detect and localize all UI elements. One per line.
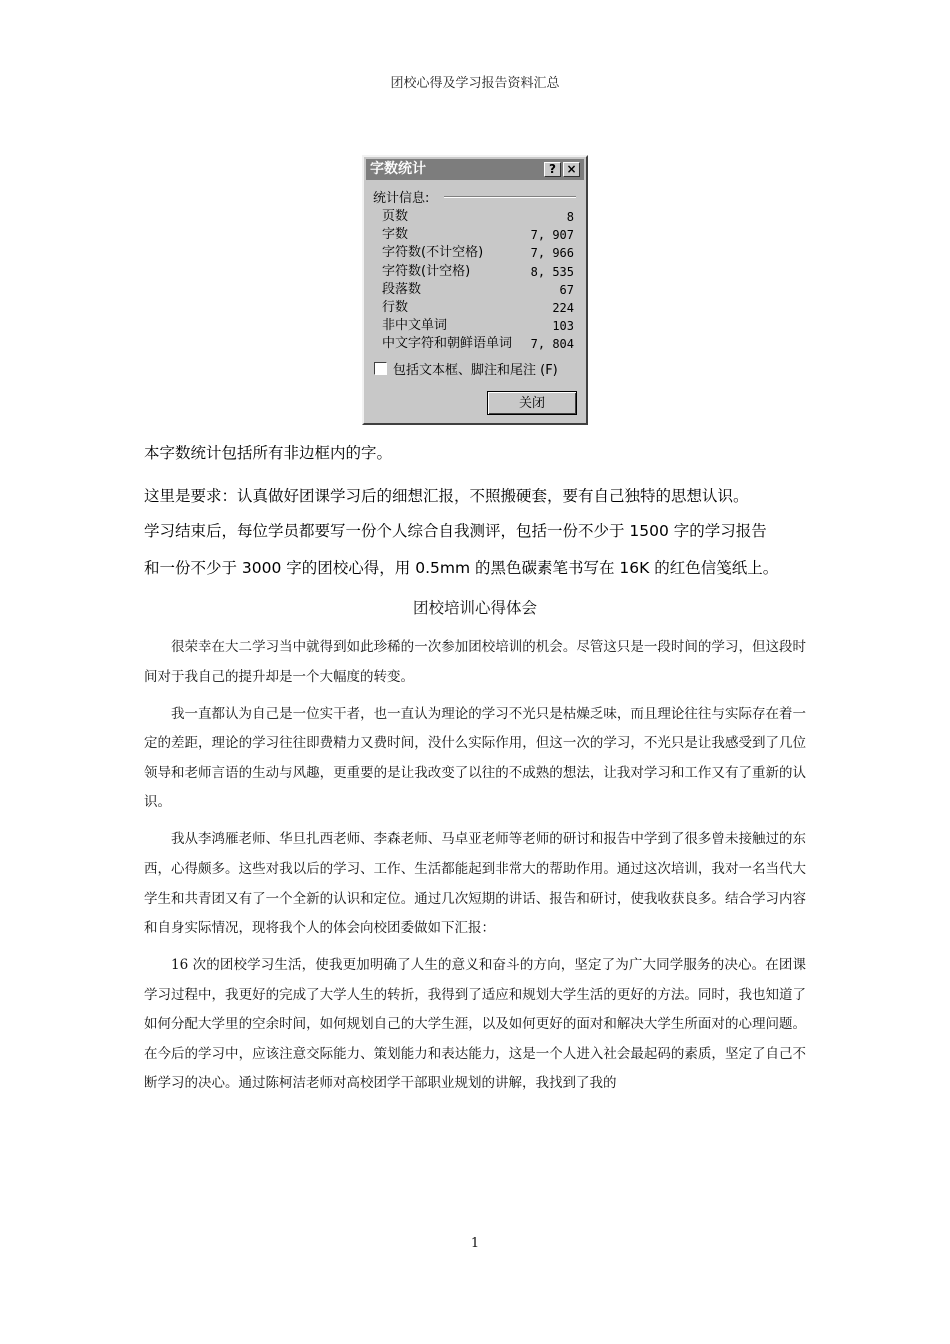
- stat-label: 字符数(不计空格): [382, 245, 484, 261]
- note-line-3: 学习结束后，每位学员都要写一份个人综合自我测评，包括一份不少于 1500 字的学习报告: [144, 522, 767, 540]
- stat-row-lines: [382, 299, 574, 317]
- dialog-titlebar: [366, 159, 584, 180]
- stats-group-label: 统计信息:: [373, 187, 433, 206]
- stat-label: 非中文单词: [382, 318, 448, 334]
- stat-value: 224: [552, 300, 574, 315]
- checkbox-label: 包括文本框、脚注和尾注 (F): [393, 363, 558, 378]
- stat-row-non-chinese-words: [382, 317, 574, 335]
- stat-value: 67: [559, 282, 574, 297]
- stat-label: 行数: [382, 299, 409, 315]
- stat-label: 字数: [382, 227, 409, 243]
- paragraph: 我从李鸿雁老师、华旦扎西老师、李森老师、马卓亚老师等老师的研讨和报告中学到了很多曾未接触过的东西，心得颇多。这些对我以后的学习、工作、生活都能起到非常大的帮助作用。通过这次培训，我对一名当代大学生和共青团又有了一个全新的认识和定位。通过几次短期的讲话、报告和研讨，使我收获良多。结合学习内容和自身实际情况，现将我个人的体会向校团委做如下汇报：: [144, 831, 806, 937]
- paragraph: 16 次的团校学习生活，使我更加明确了人生的意义和奋斗的方向，坚定了为广大同学服务的决心。在团课学习过程中，我更好的完成了大学人生的转折，我得到了适应和规划大学生活的更好的方法。同时，我也知道了如何分配大学里的空余时间，如何规划自己的大学生涯，以及如何更好的面对和解决大学生所面对的心理问题。在今后的学习中，应该注意交际能力、策划能力和表达能力，这是一个人进入社会最起码的素质，坚定了自己不断学习的决心。通过陈柯洁老师对高校团学干部职业规划的讲解，我找到了我的: [144, 957, 806, 1092]
- stat-label: 中文字符和朝鲜语单词: [382, 336, 513, 352]
- stat-row-words: [382, 226, 574, 244]
- close-button[interactable]: 关闭: [487, 391, 577, 415]
- group-divider: [444, 196, 576, 198]
- note-line-1: 本字数统计包括所有非边框内的字。: [144, 444, 393, 462]
- stat-value: 103: [552, 319, 574, 334]
- stat-row-chars-with-spaces: [382, 263, 574, 281]
- include-textboxes-option[interactable]: [374, 359, 558, 378]
- stat-label: 字符数(计空格): [382, 263, 471, 279]
- stat-value: 7, 804: [530, 337, 574, 352]
- paragraph: 我一直都认为自己是一位实干者，也一直认为理论的学习不光只是枯燥乏味，而且理论往往与实际存在着一定的差距，理论的学习往往即费精力又费时间，没什么实际作用，但这一次的学习，不光只是让我感受到了几位领导和老师言语的生动与风趣，更重要的是让我改变了以往的不成熟的想法，让我对学习和工作又有了重新的认识。: [144, 705, 806, 811]
- page-header: 团校心得及学习报告资料汇总: [390, 76, 560, 91]
- article-title: 团校培训心得体会: [412, 599, 537, 617]
- stat-label: 页数: [382, 209, 409, 224]
- stats-list: [382, 208, 574, 354]
- stat-value: 7, 907: [530, 228, 574, 243]
- stat-value: 8, 535: [530, 264, 574, 279]
- dialog-title: 字数统计: [370, 161, 426, 177]
- stat-row-pages: [382, 208, 574, 226]
- stat-row-cjk-chars: [382, 335, 574, 353]
- note-line-4: 和一份不少于 3000 字的团校心得，用 0.5mm 的黑色碳素笔书写在 16K 的红色信笺纸上。: [144, 559, 779, 577]
- word-count-dialog: [362, 155, 588, 425]
- stat-row-chars-no-spaces: [382, 244, 574, 262]
- page-number: 1: [470, 1236, 480, 1251]
- help-icon[interactable]: ?: [544, 162, 561, 177]
- article-body: [144, 633, 806, 1106]
- stat-row-paragraphs: [382, 281, 574, 299]
- close-icon[interactable]: ×: [563, 162, 580, 177]
- paragraph: 很荣幸在大二学习当中就得到如此珍稀的一次参加团校培训的机会。尽管这只是一段时间的学习，但这段时间对于我自己的提升却是一个大幅度的转变。: [144, 639, 806, 685]
- include-textboxes-checkbox[interactable]: [374, 362, 387, 375]
- stat-value: 8: [566, 210, 574, 224]
- stat-value: 7, 966: [530, 246, 574, 261]
- stat-label: 段落数: [382, 281, 422, 297]
- note-line-2: 这里是要求：认真做好团课学习后的细想汇报，不照搬硬套，要有自己独特的思想认识。: [144, 487, 749, 505]
